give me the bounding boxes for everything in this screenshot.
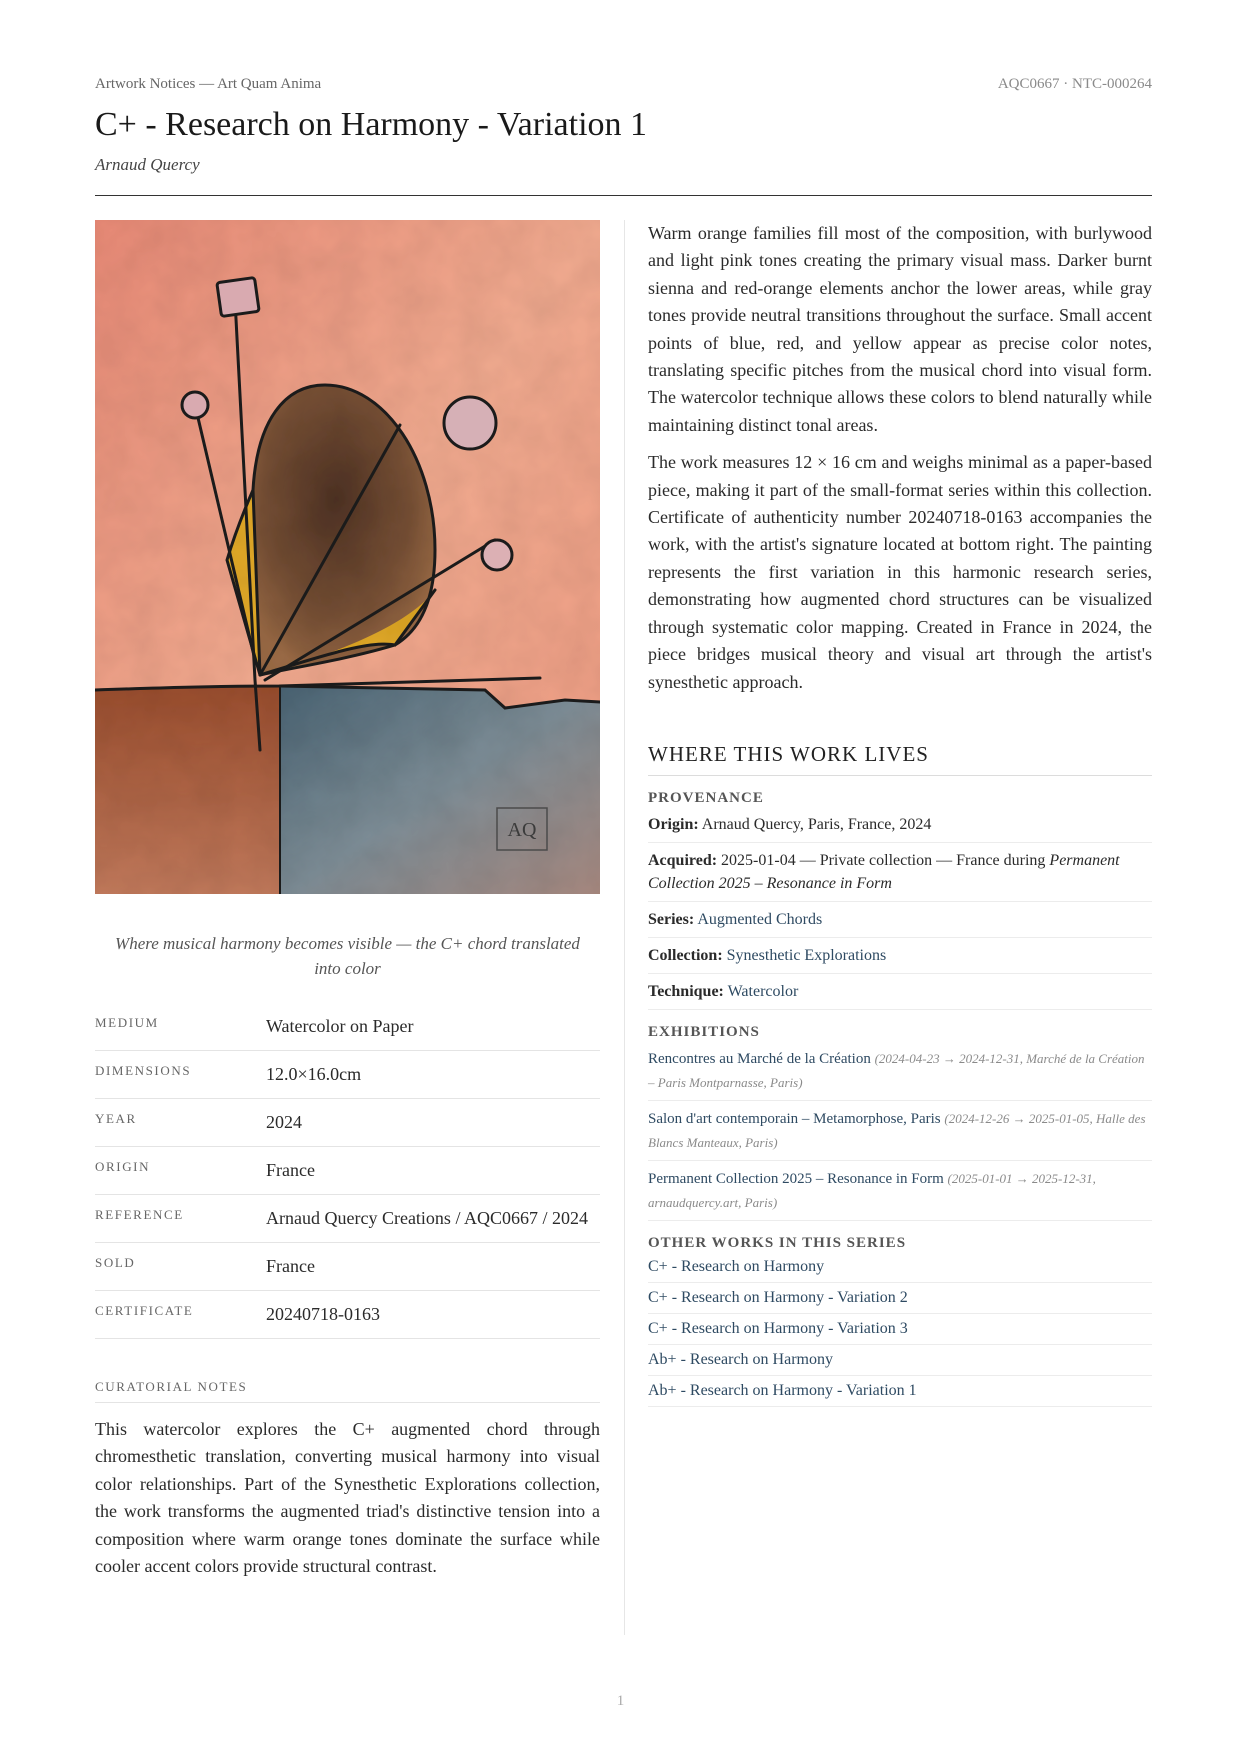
- collection-label: Collection:: [648, 946, 723, 964]
- spec-row-certificate: [95, 1291, 600, 1339]
- spec-label: YEAR: [95, 1111, 137, 1126]
- series-works-heading: OTHER WORKS IN THIS SERIES: [648, 1234, 907, 1251]
- exhibition-item: [648, 1041, 1152, 1101]
- technique-link[interactable]: Watercolor: [727, 982, 799, 1000]
- artwork-caption: Where musical harmony becomes visible — the C+ chord translated into color: [115, 934, 580, 978]
- series-work-link[interactable]: C+ - Research on Harmony - Variation 3: [648, 1314, 1152, 1345]
- series-work-link[interactable]: C+ - Research on Harmony: [648, 1252, 1152, 1283]
- acquired-event: Permanent Collection 2025 – Resonance in Form: [648, 851, 1120, 892]
- acquired-label: Acquired:: [648, 851, 718, 869]
- specs-table: [95, 1003, 600, 1339]
- series-work-link[interactable]: Ab+ - Research on Harmony: [648, 1345, 1152, 1376]
- spec-row-medium: [95, 1003, 600, 1051]
- spec-value: 20240718-0163: [266, 1304, 380, 1324]
- left-column: [95, 220, 600, 1580]
- spec-value: 12.0×16.0cm: [266, 1064, 362, 1084]
- provenance-origin: [648, 807, 1152, 843]
- spec-row-dimensions: [95, 1051, 600, 1099]
- small-node: [182, 392, 208, 418]
- right-column: [648, 220, 1152, 1407]
- exhibition-item: [648, 1161, 1152, 1221]
- origin-label: Origin:: [648, 815, 699, 833]
- series-label: Series:: [648, 910, 695, 928]
- medium-node: [482, 540, 512, 570]
- header-rule: [95, 195, 1152, 196]
- exhibition-link[interactable]: Permanent Collection 2025 – Resonance in Form: [648, 1170, 944, 1187]
- origin-value: Arnaud Quercy, Paris, France, 2024: [701, 815, 932, 833]
- spec-row-reference: [95, 1195, 600, 1243]
- artwork-image: [95, 220, 600, 894]
- provenance-technique: [648, 974, 1152, 1010]
- blue-gray-block: [280, 686, 600, 894]
- reference-code: AQC0667 · NTC-000264: [997, 76, 1152, 92]
- spec-value: Arnaud Quercy Creations / AQC0667 / 2024: [266, 1208, 588, 1228]
- description-paragraph-2: The work measures 12 × 16 cm and weighs minimal as a paper-based piece, making it part of the small-format series within this collection. Certificate of authenticity number 20240718-0163 accompanies the work, with the artist's signature located at bottom right. The painting represents the first variation in this harmonic research series, demonstrating how augmented chord structures can be visualized through systematic color mapping. Created in France in 2024, the piece bridges musical theory and visual art through the artist's synesthetic approach.: [648, 452, 1152, 692]
- provenance-collection: [648, 938, 1152, 974]
- exhibition-meta: (2025-01-01 → 2025-12-31, arnaudquercy.art, Paris): [648, 1170, 1096, 1210]
- spec-label: MEDIUM: [95, 1015, 159, 1030]
- publication-name: Artwork Notices — Art Quam Anima: [95, 76, 322, 92]
- spec-label: DIMENSIONS: [95, 1063, 192, 1078]
- exhibition-item: [648, 1101, 1152, 1161]
- curatorial-heading: CURATORIAL NOTES: [95, 1379, 600, 1403]
- top-bar: [95, 76, 1152, 93]
- provenance-acquired: [648, 843, 1152, 902]
- provenance-heading: PROVENANCE: [648, 789, 764, 806]
- technique-label: Technique:: [648, 982, 724, 1000]
- exhibition-link[interactable]: Rencontres au Marché de la Création: [648, 1050, 871, 1067]
- acquired-value: 2025-01-04 — Private collection — France during: [721, 851, 1046, 869]
- artwork-painting: [95, 220, 600, 894]
- description-paragraph-1: Warm orange families fill most of the composition, with burlywood and light pink tones creating the primary visual mass. Darker burnt sienna and red-orange elements anchor the lower areas, while gray tones provide neutral transitions throughout the surface. Small accent points of blue, red, and yellow appear as precise color notes, translating specific pitches from the musical chord into visual form. The watercolor technique allows these colors to blend naturally while maintaining distinct tonal areas.: [648, 223, 1152, 435]
- spec-label: ORIGIN: [95, 1159, 151, 1174]
- spec-row-sold: [95, 1243, 600, 1291]
- spec-label: SOLD: [95, 1255, 136, 1270]
- series-link[interactable]: Augmented Chords: [697, 910, 823, 928]
- large-node: [444, 397, 496, 449]
- square-node: [217, 278, 259, 317]
- notice-page: [95, 0, 1152, 1754]
- exhibition-meta: (2024-04-23 → 2024-12-31, Marché de la Création – Paris Montparnasse, Paris): [648, 1050, 1145, 1090]
- series-work-link[interactable]: Ab+ - Research on Harmony - Variation 1: [648, 1376, 1152, 1407]
- collection-link[interactable]: Synesthetic Explorations: [726, 946, 887, 964]
- provenance-series: [648, 902, 1152, 938]
- column-divider: [624, 220, 625, 1635]
- spec-value: 2024: [266, 1112, 302, 1132]
- spec-value: France: [266, 1256, 315, 1276]
- curatorial-text: This watercolor explores the C+ augmented chord through chromesthetic translation, converting musical harmony into visual color relationships. Part of the Synesthetic Explorations collection, the work transforms the augmented triad's distinctive tension into a composition where warm orange tones dominate the surface while cooler accent colors provide structural contrast.: [95, 1419, 600, 1577]
- artist-name: Arnaud Quercy: [95, 155, 200, 174]
- spec-value: France: [266, 1160, 315, 1180]
- series-work-link[interactable]: C+ - Research on Harmony - Variation 2: [648, 1283, 1152, 1314]
- spec-label: CERTIFICATE: [95, 1303, 194, 1318]
- signature-text: AQ: [507, 819, 537, 841]
- spec-value: Watercolor on Paper: [266, 1016, 414, 1036]
- where-heading: WHERE THIS WORK LIVES: [648, 742, 1152, 776]
- page-number: 1: [616, 1693, 625, 1709]
- exhibition-link[interactable]: Salon d'art contemporain – Metamorphose, Paris: [648, 1110, 941, 1127]
- rust-block: [95, 686, 280, 894]
- spec-row-origin: [95, 1147, 600, 1195]
- artwork-title: C+ - Research on Harmony - Variation 1: [95, 106, 648, 143]
- exhibition-meta: (2024-12-26 → 2025-01-05, Halle des Blancs Manteaux, Paris): [648, 1110, 1146, 1150]
- spec-row-year: [95, 1099, 600, 1147]
- exhibitions-heading: EXHIBITIONS: [648, 1023, 760, 1040]
- spec-label: REFERENCE: [95, 1207, 184, 1222]
